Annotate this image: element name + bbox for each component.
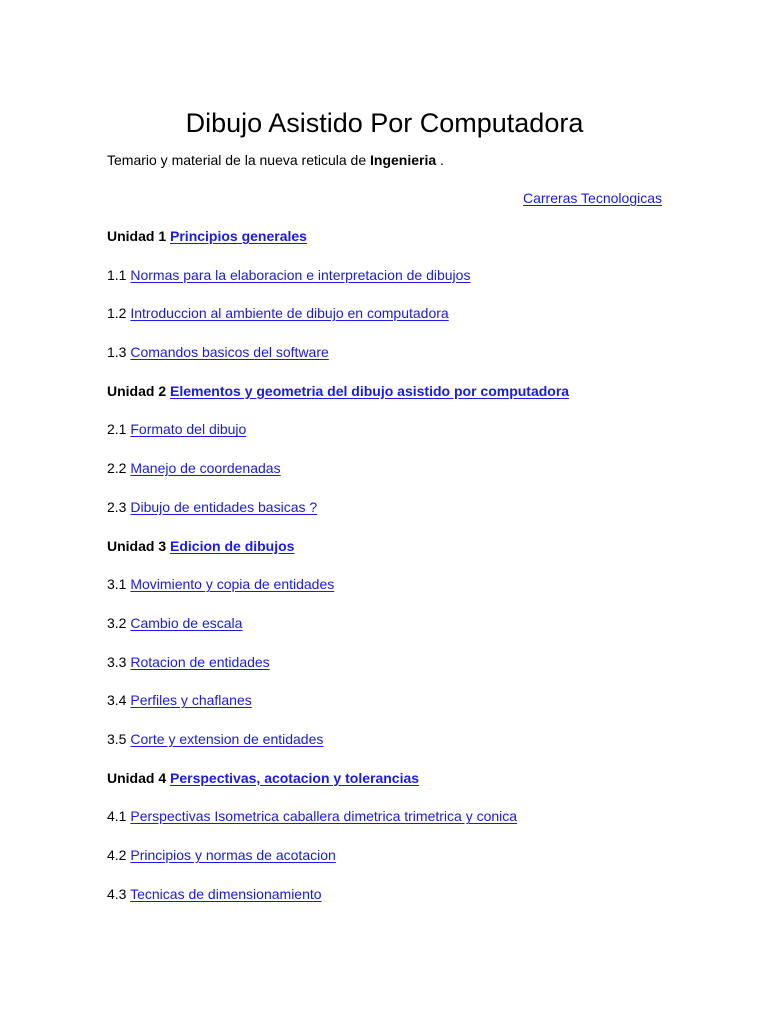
unit-heading	[107, 536, 662, 575]
unit-title-link[interactable]: Elementos y geometria del dibujo asistido por computadora	[170, 382, 570, 399]
unit-number: Unidad 4	[107, 769, 171, 786]
page-title: Dibujo Asistido Por Computadora	[185, 108, 584, 138]
unit-title-link[interactable]: Edicion de dibujos	[170, 537, 295, 554]
topic-number: 3.5	[107, 730, 131, 747]
topic-number: 3.3	[107, 653, 131, 670]
topic-link[interactable]: Perfiles y chaflanes	[130, 692, 252, 709]
topic-item	[107, 458, 662, 497]
topic-link[interactable]: Movimiento y copia de entidades	[130, 576, 335, 593]
unit-heading	[107, 381, 662, 420]
unit-number: Unidad 3	[107, 537, 171, 554]
topic-link[interactable]: Perspectivas Isometrica caballera dimetrica trimetrica y conica	[130, 808, 518, 825]
topic-item	[107, 574, 662, 613]
unit-heading	[107, 768, 662, 807]
unit-number: Unidad 2	[107, 382, 171, 399]
topic-item	[107, 497, 662, 536]
topic-item	[107, 690, 662, 729]
topic-number: 3.1	[107, 576, 131, 593]
topic-link[interactable]: Comandos basicos del software	[130, 344, 329, 361]
topic-number: 4.3	[107, 885, 131, 902]
unit-heading	[107, 226, 662, 265]
topic-item	[107, 265, 662, 304]
intro-paragraph	[107, 150, 444, 170]
topic-link[interactable]: Normas para la elaboracion e interpretacion de dibujos	[130, 266, 471, 283]
topic-item	[107, 342, 662, 381]
topic-item	[107, 419, 662, 458]
topic-item	[107, 845, 662, 884]
topic-item	[107, 729, 662, 768]
topic-number: 2.2	[107, 460, 131, 477]
topic-number: 3.4	[107, 692, 131, 709]
topic-item	[107, 613, 662, 652]
topic-link[interactable]: Dibujo de entidades basicas ?	[130, 498, 318, 515]
intro-suffix: .	[436, 152, 444, 168]
topic-number: 2.1	[107, 421, 131, 438]
unit-number: Unidad 1	[107, 228, 171, 244]
topic-number: 4.2	[107, 847, 131, 863]
topic-number: 1.3	[107, 344, 131, 361]
intro-bold-text: Ingenieria	[370, 152, 437, 168]
unit-title-link[interactable]: Perspectivas, acotacion y tolerancias	[170, 769, 420, 786]
topic-link[interactable]: Rotacion de entidades	[130, 653, 270, 670]
topic-link[interactable]: Principios y normas de acotacion	[130, 847, 336, 863]
topic-link[interactable]: Formato del dibujo	[130, 421, 247, 438]
topic-item	[107, 884, 662, 923]
topic-link[interactable]: Corte y extension de entidades	[130, 730, 324, 747]
topic-link[interactable]: Tecnicas de dimensionamiento	[130, 885, 322, 902]
topic-number: 1.2	[107, 305, 131, 322]
carreras-tecnologicas-link[interactable]: Carreras Tecnologicas	[522, 190, 662, 206]
table-of-contents	[107, 226, 662, 922]
topic-link[interactable]: Introduccion al ambiente de dibujo en computadora	[130, 305, 449, 322]
topic-item	[107, 303, 662, 342]
topic-item	[107, 806, 662, 845]
document-page	[107, 0, 662, 1024]
topic-item	[107, 652, 662, 691]
topic-number: 2.3	[107, 498, 131, 515]
topic-number: 1.1	[107, 266, 131, 283]
topic-link[interactable]: Cambio de escala	[130, 614, 243, 631]
unit-title-link[interactable]: Principios generales	[170, 228, 307, 244]
topic-number: 3.2	[107, 614, 131, 631]
intro-text: Temario y material de la nueva reticula de	[107, 152, 371, 168]
topic-number: 4.1	[107, 808, 131, 825]
topic-link[interactable]: Manejo de coordenadas	[130, 460, 281, 477]
